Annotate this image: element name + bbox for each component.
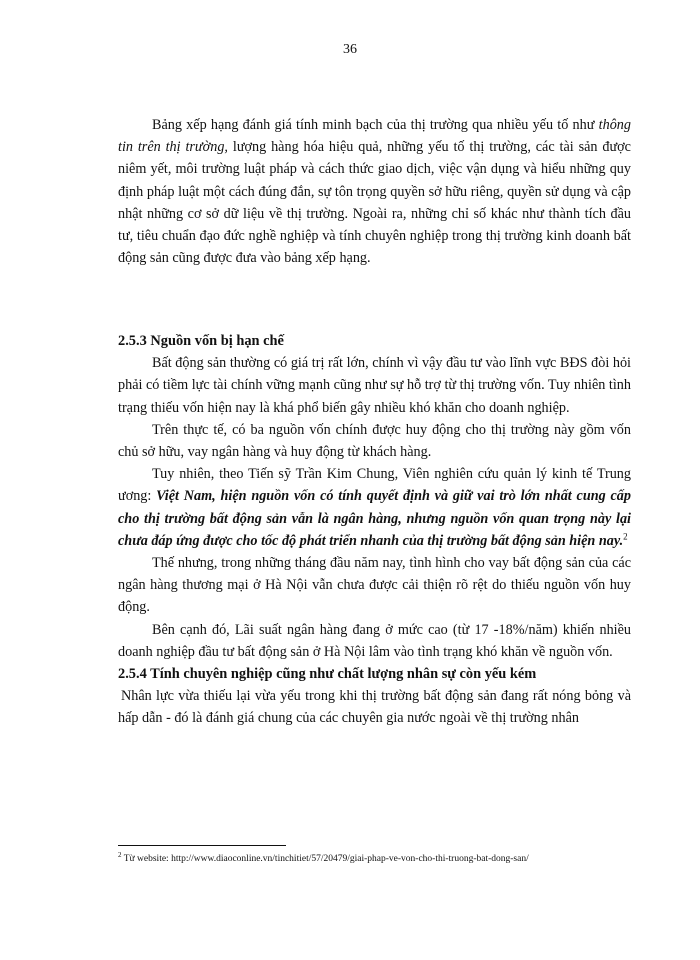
paragraph-253-3 [118, 463, 631, 552]
italic-term: thông tin trên thị trường, [118, 117, 631, 156]
text-run: Bảng xếp hạng đánh giá tính minh bạch của thị trường qua nhiều yếu tố như [152, 117, 599, 133]
footnote-text: Từ website: http://www.diaoconline.vn/tinchitiet/57/20479/giai-phap-ve-von-cho-thi-truong-bat-dong-san/ [121, 854, 529, 864]
intro-block [118, 114, 631, 269]
paragraph-transparency [118, 114, 631, 269]
paragraph-253-1: Bất động sản thường có giá trị rất lớn, chính vì vậy đầu tư vào lĩnh vực BĐS đòi hỏi phải có tiềm lực tài chính vững mạnh cũng như sự hỗ trợ từ thị trường vốn. Tuy nhiên tình trạng thiếu vốn hiện nay là khá phổ biến gây nhiều khó khăn cho doanh nghiệp. [118, 355, 631, 416]
footnote [118, 850, 658, 865]
quote-bold-italic: Việt Nam, hiện nguồn vốn có tính quyết định và giữ vai trò lớn nhất cung cấp cho thị trường bất động sản vẫn là ngân hàng, nhưng nguồn vốn quan trọng này lại chưa đáp ứng được cho tốc độ phát triển nhanh của thị trường bất động sản hiện nay. [118, 488, 631, 549]
heading-2-5-4: 2.5.4 Tính chuyên nghiệp cũng như chất lượng nhân sự còn yếu kém [118, 666, 537, 683]
text-run: Tuy nhiên, theo Tiến sỹ Trần Kim Chung, Viên nghiên cứu quản lý kinh tế Trung ương: [118, 466, 631, 505]
paragraph-253-2: Trên thực tế, có ba nguồn vốn chính được huy động cho thị trường này gồm vốn chủ sở hữu, vay ngân hàng và huy động từ khách hàng. [118, 421, 631, 461]
footnote-divider [118, 845, 286, 846]
paragraph-254-1: Nhân lực vừa thiếu lại vừa yếu trong khi thị trường bất động sản đang rất nóng bỏng và hấp dẫn - đó là đánh giá chung của các chuyên gia nước ngoài về thị trường nhân [118, 688, 631, 727]
page-number: 36 [343, 42, 357, 57]
footnote-ref[interactable]: 2 [623, 531, 628, 542]
paragraph-253-4: Thế nhưng, trong những tháng đầu năm nay, tình hình cho vay bất động sản của các ngân hàng thương mại ở Hà Nội vẫn chưa được cải thiện rõ rệt do thiếu nguồn vốn huy động. [118, 555, 631, 616]
sections-block [118, 330, 631, 730]
heading-2-5-3: 2.5.3 Nguồn vốn bị hạn chế [118, 333, 284, 349]
text-run: lượng hàng hóa hiệu quả, những yếu tố thị trường, các tài sản được niêm yết, môi trường luật pháp và cách thức giao dịch, việc vận dụng và hiểu những quy định pháp luật một cách đúng đắn, sự tôn trọng quyền sở hữu riêng, quyền sử dụng và cập nhật những cơ sở dữ liệu về thị trường. Ngoài ra, những chỉ số khác như thành tích đầu tư, tiêu chuẩn đạo đức nghề nghiệp và tính chuyên nghiệp trong thị trường kinh doanh bất động sản cũng được đưa vào bảng xếp hạng. [118, 139, 631, 267]
footnote-number: 2 [118, 850, 122, 859]
paragraph-253-5: Bên cạnh đó, Lãi suất ngân hàng đang ở mức cao (từ 17 -18%/năm) khiến nhiều doanh nghiệp đầu tư bất động sản ở Hà Nội lâm vào tình trạng khó khăn về nguồn vốn. [118, 621, 631, 660]
